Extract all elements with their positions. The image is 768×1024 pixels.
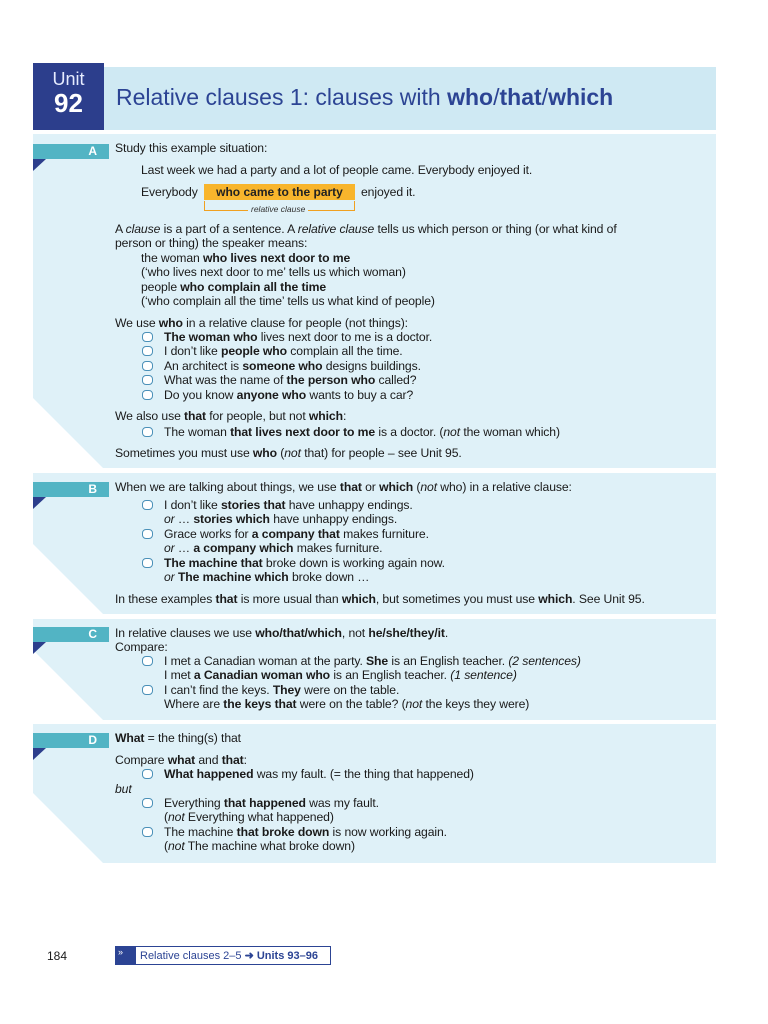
section-b-bullet-1: I don’t like stories that have unhappy endings.	[164, 498, 413, 512]
bullet-icon	[142, 361, 153, 371]
section-c-bullet-1-combined: I met a Canadian woman who is an English teacher. (1 sentence)	[164, 668, 517, 682]
double-chevron-icon: »	[116, 947, 136, 964]
bullet-icon	[142, 375, 153, 385]
section-d-bullet-3-note: (not The machine what broke down)	[164, 839, 355, 853]
bullet-icon	[142, 685, 153, 695]
section-a-example-2: people who complain all the time	[141, 280, 327, 294]
section-a-enjoyed: enjoyed it.	[361, 185, 416, 199]
section-d-intro: What = the thing(s) that	[115, 731, 241, 745]
section-c-compare: Compare:	[115, 640, 168, 654]
section-a-def-line-2: person or thing) the speaker means:	[115, 236, 308, 250]
section-b-bullet-1-or: or … stories which have unhappy endings.	[164, 512, 398, 526]
section-a-also-that: We also use that for people, but not which:	[115, 409, 347, 423]
section-b-tab-corner	[33, 497, 46, 509]
title-bar	[104, 67, 716, 130]
section-a-bullet-3: An architect is someone who designs buildings.	[164, 359, 421, 373]
section-a-def-line-1: A clause is a part of a sentence. A relative clause tells us which person or thing (or what kind of	[115, 222, 617, 236]
section-c-intro: In relative clauses we use who/that/which, not he/she/they/it.	[115, 626, 449, 640]
section-d-bullet-1: What happened was my fault. (= the thing that happened)	[164, 767, 474, 781]
relative-clause-label: relative clause	[248, 204, 308, 214]
bullet-icon	[142, 390, 153, 400]
section-b-bullet-2: Grace works for a company that makes furniture.	[164, 527, 429, 541]
section-b-note: In these examples that is more usual than which, but sometimes you must use which. See Unit 95.	[115, 592, 645, 606]
cross-reference-link[interactable]	[115, 946, 331, 965]
section-d-tab-corner	[33, 748, 46, 760]
bullet-icon	[142, 332, 153, 342]
bullet-icon	[142, 529, 153, 539]
section-d-compare: Compare what and that:	[115, 753, 247, 767]
page-title: Relative clauses 1: clauses with who/that/which	[116, 84, 614, 110]
section-c-tab-corner	[33, 642, 46, 654]
section-a-tab: A	[33, 144, 109, 159]
section-a-example-1-note: (‘who lives next door to me’ tells us which woman)	[141, 265, 406, 279]
section-d-bullet-2: Everything that happened was my fault.	[164, 796, 379, 810]
bullet-icon	[142, 500, 153, 510]
bullet-icon	[142, 346, 153, 356]
page-number: 184	[47, 949, 68, 963]
bullet-icon	[142, 656, 153, 666]
section-b-bullet-2-or: or … a company which makes furniture.	[164, 541, 383, 555]
section-d-but: but	[115, 782, 132, 796]
section-a-example-2-note: (‘who complain all the time’ tells us what kind of people)	[141, 294, 435, 308]
bullet-icon	[142, 558, 153, 568]
unit-word: Unit	[52, 69, 85, 89]
section-a-bullet-2: I don’t like people who complain all the time.	[164, 344, 403, 358]
unit-badge	[33, 63, 104, 130]
bullet-icon	[142, 827, 153, 837]
relative-clause-highlight: who came to the party	[204, 184, 355, 200]
section-b-tab: B	[33, 482, 109, 497]
cross-reference-text: Relative clauses 2–5 ➜ Units 93–96	[140, 950, 318, 962]
section-b-bullet-3-or: or The machine which broke down …	[164, 570, 370, 584]
section-a-study: Study this example situation:	[115, 141, 268, 155]
section-d-tab: D	[33, 733, 109, 748]
section-c-bullet-2-combined: Where are the keys that were on the table? (not the keys they were)	[164, 697, 530, 711]
section-a-everybody: Everybody	[141, 185, 198, 199]
section-c-tab: C	[33, 627, 109, 642]
section-a-bullet-6: The woman that lives next door to me is a doctor. (not the woman which)	[164, 425, 560, 439]
section-a-example-1: the woman who lives next door to me	[141, 251, 351, 265]
section-a-situation: Last week we had a party and a lot of people came. Everybody enjoyed it.	[141, 163, 533, 177]
section-a-tab-corner	[33, 159, 46, 171]
bullet-icon	[142, 427, 153, 437]
section-c-bullet-1: I met a Canadian woman at the party. She is an English teacher. (2 sentences)	[164, 654, 581, 668]
section-d-bullet-3: The machine that broke down is now working again.	[164, 825, 447, 839]
unit-number: 92	[54, 88, 83, 118]
section-b-intro: When we are talking about things, we use that or which (not who) in a relative clause:	[115, 480, 572, 494]
section-d-bullet-2-note: (not Everything what happened)	[164, 810, 334, 824]
section-a-use-who: We use who in a relative clause for people (not things):	[115, 316, 408, 330]
bullet-icon	[142, 798, 153, 808]
section-b-bullet-3: The machine that broke down is working again now.	[164, 556, 445, 570]
section-a-sometimes: Sometimes you must use who (not that) for people – see Unit 95.	[115, 446, 462, 460]
section-a-bullet-1: The woman who lives next door to me is a doctor.	[164, 330, 433, 344]
section-a-bullet-5: Do you know anyone who wants to buy a car?	[164, 388, 414, 402]
bullet-icon	[142, 769, 153, 779]
section-c-bullet-2: I can’t find the keys. They were on the table.	[164, 683, 400, 697]
section-a-bullet-4: What was the name of the person who called?	[164, 373, 417, 387]
